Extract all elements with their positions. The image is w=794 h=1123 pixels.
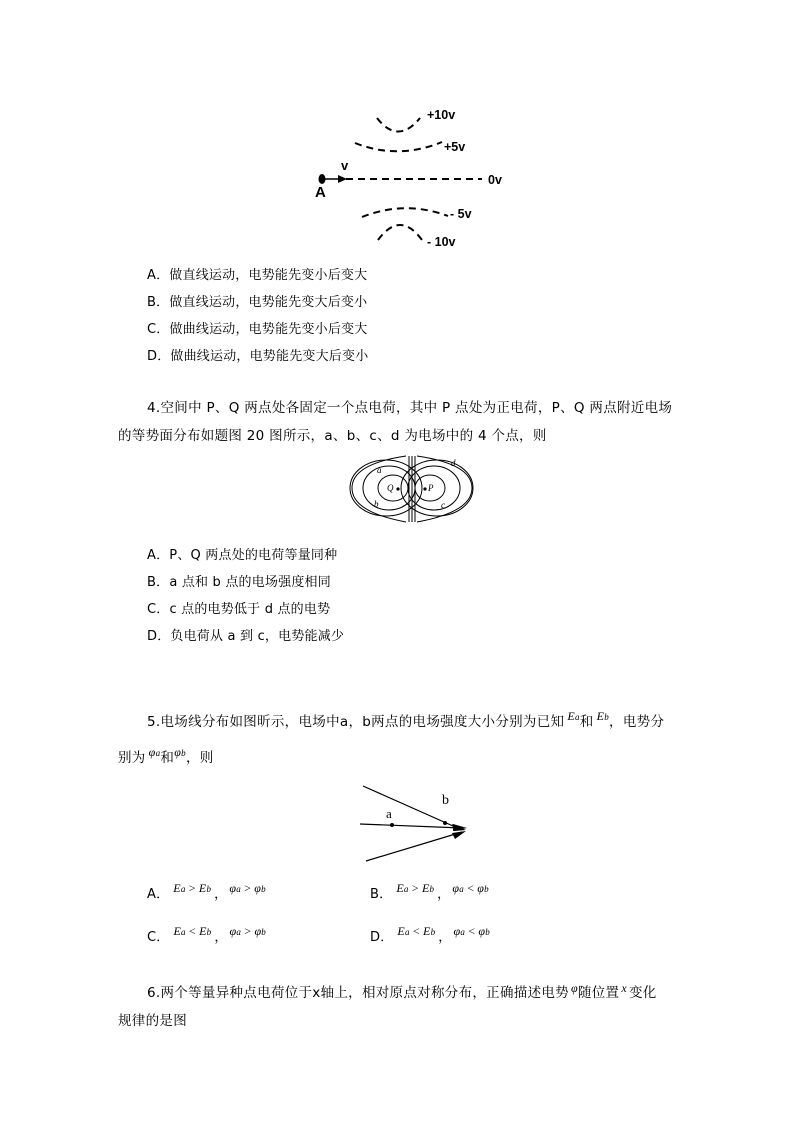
option-5D: D． Ea < Eb ， φa < φb bbox=[370, 924, 490, 945]
opt5D-E2: E bbox=[423, 924, 431, 938]
opt5C-E1: E bbox=[173, 924, 182, 938]
opt5B-E2-sub: b bbox=[429, 884, 435, 894]
opt5A-p2-sub: b bbox=[261, 884, 266, 894]
opt5C-E2: E bbox=[199, 924, 207, 938]
option-5A: A． Ea > Eb ， φa > φb bbox=[147, 881, 266, 902]
opt5A-p1-sub: a bbox=[236, 884, 241, 894]
option-5A-label: A． bbox=[147, 887, 170, 902]
option-3B: B．做直线运动，电势能先变大后变小 bbox=[147, 295, 368, 310]
question-4-line-1: 4.空间中 P、Q 两点处各固定一个点电荷，其中 P 点处为正电荷，P、Q 两点附近电场 bbox=[147, 400, 673, 416]
label-minus5v: - 5v bbox=[450, 207, 472, 221]
opt5A-p2: φ bbox=[254, 881, 262, 895]
q5-text-1b: 和 bbox=[579, 714, 594, 730]
opt5A-E1: E bbox=[173, 881, 181, 895]
option-4C: C．c 点的电势低于 d 点的电势 bbox=[147, 602, 331, 617]
opt5B-p2-sub: b bbox=[484, 884, 489, 894]
option-3D: D．做曲线运动，电势能先变大后变小 bbox=[147, 349, 369, 364]
q5-phi-a-symbol: φ bbox=[148, 745, 156, 759]
fig4-label-c: c bbox=[441, 500, 445, 510]
option-5C: C． Ea < Eb ， φa > φb bbox=[147, 924, 266, 945]
opt5D-E2-sub: b bbox=[430, 927, 436, 937]
q5-phi-a bbox=[149, 745, 161, 759]
label-velocity: v bbox=[341, 158, 349, 173]
opt5A-rel2: > bbox=[244, 881, 252, 895]
option-4B: B．a 点和 b 点的电场强度相同 bbox=[147, 575, 331, 590]
opt5C-rel1: < bbox=[188, 924, 196, 938]
label-plus5v: +5v bbox=[444, 140, 466, 154]
opt5B-p2: φ bbox=[477, 881, 485, 895]
field-lines-diagram bbox=[0, 780, 794, 880]
q5-Ea-symbol: E bbox=[567, 709, 575, 723]
opt5D-p1-sub: a bbox=[460, 927, 466, 937]
opt5B-E2: E bbox=[421, 881, 430, 895]
q6-phi: φ bbox=[570, 981, 578, 995]
opt5C-p2: φ bbox=[254, 924, 262, 938]
option-4D: D．负电荷从 a 到 c，电势能减少 bbox=[147, 629, 345, 644]
q5-text-2b: 和 bbox=[160, 750, 175, 766]
q5-phi-b-symbol: φ bbox=[174, 745, 182, 759]
opt5B-E1: E bbox=[396, 881, 404, 895]
question-6-line-2: 规律的是图 bbox=[118, 1013, 187, 1029]
opt5A-E1-sub: a bbox=[180, 884, 186, 894]
fig4-label-a: a bbox=[377, 465, 382, 475]
option-4A: A．P、Q 两点处的电荷等量同种 bbox=[147, 548, 338, 563]
opt5D-p2: φ bbox=[478, 924, 486, 938]
q6-x: x bbox=[621, 981, 627, 995]
opt5A-rel1: > bbox=[188, 881, 196, 895]
equipotential-diagram bbox=[0, 0, 794, 260]
q5-phi-a-sub: a bbox=[155, 748, 161, 758]
equipotential-minus5 bbox=[362, 208, 448, 217]
option-5B: B． Ea > Eb ， φa < φb bbox=[370, 881, 489, 902]
q6-text-1a: 6.两个等量异种点电荷位于x轴上，相对原点对称分布，正确描述电势 bbox=[147, 985, 569, 1001]
opt5C-E2-sub: b bbox=[206, 927, 212, 937]
opt5D-p1: φ bbox=[453, 924, 461, 938]
q5-text-1a: 5.电场线分布如图昕示，电场中a，b两点的电场强度大小分别为已知 bbox=[147, 714, 565, 730]
option-5C-label: C． bbox=[147, 930, 170, 945]
opt5B-p1-sub: a bbox=[459, 884, 464, 894]
q5-phi-b bbox=[174, 745, 186, 759]
q5-Eb-sub: b bbox=[604, 712, 610, 722]
opt5D-E1: E bbox=[397, 924, 405, 938]
fig4-label-b: b bbox=[374, 499, 379, 509]
fig4-label-d: d bbox=[451, 458, 456, 468]
opt5D-rel1: < bbox=[412, 924, 420, 938]
opt5D-rel2: < bbox=[468, 924, 476, 938]
fig5-label-a: a bbox=[386, 806, 392, 821]
q5-text-2c: ，则 bbox=[185, 750, 214, 766]
option-3A: A．做直线运动，电势能先变小后变大 bbox=[147, 268, 368, 283]
q6-text-1e: 变化 bbox=[628, 985, 657, 1001]
equipotential-surfaces-diagram bbox=[0, 456, 794, 536]
opt5C-rel2: > bbox=[244, 924, 252, 938]
opt5C-p2-sub: b bbox=[261, 927, 266, 937]
q5-phi-b-sub: b bbox=[181, 748, 186, 758]
option-5D-label: D． bbox=[370, 930, 394, 945]
q5-text-1c: ，电势分 bbox=[609, 714, 665, 730]
q5-Eb-symbol: E bbox=[596, 709, 605, 723]
q5-text-2a: 别为 bbox=[118, 750, 146, 766]
fig5-label-b: b bbox=[442, 793, 449, 808]
label-minus10v: - 10v bbox=[427, 235, 456, 249]
opt5C-E1-sub: a bbox=[181, 927, 186, 937]
q5-Ea bbox=[567, 709, 579, 723]
opt5B-E1-sub: a bbox=[403, 884, 409, 894]
opt5B-p1: φ bbox=[452, 881, 460, 895]
velocity-arrow-head bbox=[338, 175, 347, 183]
q5-Eb bbox=[597, 709, 609, 723]
opt5A-E2-sub: b bbox=[206, 884, 212, 894]
question-5-line-2 bbox=[118, 746, 214, 766]
question-6-line-1 bbox=[147, 981, 657, 1001]
label-0v: 0v bbox=[488, 173, 502, 187]
opt5C-p1: φ bbox=[229, 924, 237, 938]
fig4-label-Q: Q bbox=[387, 483, 394, 493]
opt5C-p1-sub: a bbox=[236, 927, 242, 937]
label-point-A: A bbox=[315, 184, 326, 201]
opt5A-E2: E bbox=[198, 881, 207, 895]
equipotential-plus10 bbox=[377, 118, 420, 132]
q5-Ea-sub: a bbox=[574, 712, 580, 722]
opt5B-rel1: > bbox=[411, 881, 419, 895]
opt5A-p1: φ bbox=[229, 881, 237, 895]
opt5D-E1-sub: a bbox=[404, 927, 410, 937]
question-5-line-1 bbox=[147, 710, 664, 730]
opt5B-rel2: < bbox=[467, 881, 475, 895]
fig4-label-P: P bbox=[428, 483, 434, 493]
equipotential-minus10 bbox=[378, 225, 422, 240]
opt5D-p2-sub: b bbox=[485, 927, 490, 937]
option-5B-label: B． bbox=[370, 887, 393, 902]
question-4-line-2: 的等势面分布如题图 20 图所示，a、b、c、d 为电场中的 4 个点，则 bbox=[118, 428, 547, 444]
option-3C: C．做曲线运动，电势能先变小后变大 bbox=[147, 322, 368, 337]
q6-text-1c: 随位置 bbox=[577, 985, 620, 1001]
equipotential-plus5 bbox=[355, 142, 442, 151]
label-plus10v: +10v bbox=[427, 108, 456, 122]
